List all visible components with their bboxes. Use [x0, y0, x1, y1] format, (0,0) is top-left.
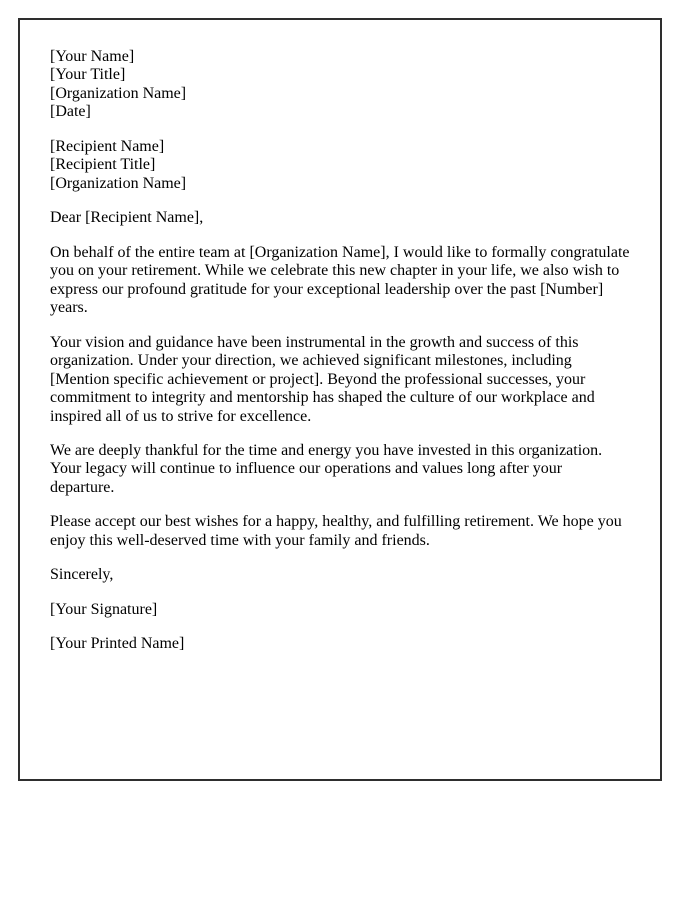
- salutation: Dear [Recipient Name],: [50, 209, 204, 227]
- recipient-name: [Recipient Name]: [50, 137, 165, 155]
- signature-placeholder: [Your Signature]: [50, 600, 158, 618]
- paragraph-congratulations: On behalf of the entire team at [Organization Name], I would like to formally congratulate you on your retirement. While we celebrate this new chapter in your life, we also wish to express our profound gratitude for your exceptional leadership over the past [Number] years.: [50, 243, 630, 317]
- recipient-title: [Recipient Title]: [50, 156, 156, 174]
- letter-page: [18, 18, 662, 781]
- sender-name: [Your Name]: [50, 48, 135, 65]
- recipient-block: [50, 138, 630, 193]
- paragraph-best-wishes: Please accept our best wishes for a happy, healthy, and fulfilling retirement. We hope you enjoy this well-deserved time with your family and friends.: [50, 513, 622, 549]
- paragraph-vision-guidance: Your vision and guidance have been instrumental in the growth and success of this organization. Under your direction, we achieved significant milestones, including [Mention specific achievement or project]. Beyond the professional successes, your commitment to integrity and mentorship has shaped the culture of our workplace and inspired all of us to strive for excellence.: [50, 333, 595, 425]
- printed-name-placeholder: [Your Printed Name]: [50, 635, 185, 653]
- letter-date: [Date]: [50, 103, 91, 121]
- recipient-organization: [Organization Name]: [50, 174, 187, 192]
- paragraph-thankful: We are deeply thankful for the time and energy you have invested in this organization. Your legacy will continue to influence our operations and values long after your departure.: [50, 441, 603, 496]
- closing: Sincerely,: [50, 566, 114, 584]
- sender-title: [Your Title]: [50, 66, 126, 84]
- sender-block: [50, 48, 630, 122]
- sender-organization: [Organization Name]: [50, 84, 187, 102]
